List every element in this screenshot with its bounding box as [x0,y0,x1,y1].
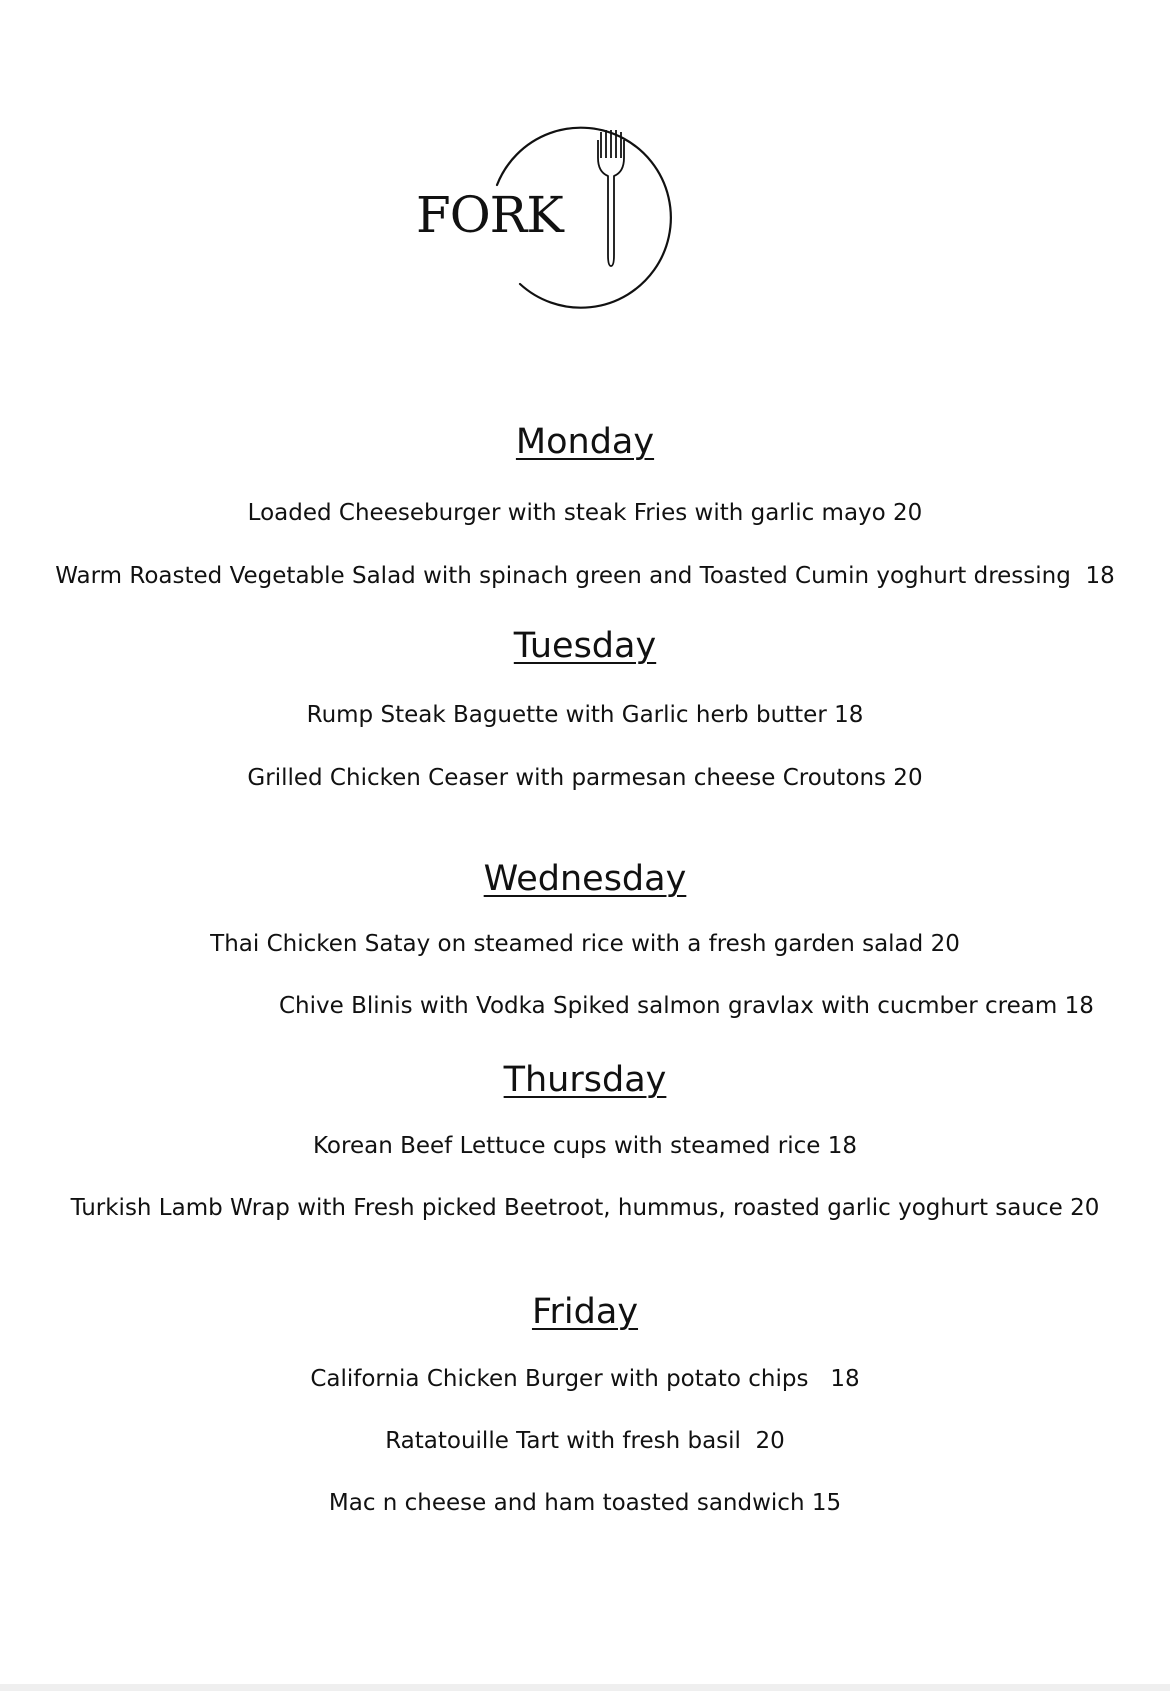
menu-item: Chive Blinis with Vodka Spiked salmon gravlax with cucmber cream 18 [279,993,1094,1019]
menu-item: Turkish Lamb Wrap with Fresh picked Beetroot, hummus, roasted garlic yoghurt sauce 20 [70,1195,1100,1221]
menu-item: Korean Beef Lettuce cups with steamed rice 18 [312,1133,857,1159]
menu-item: Grilled Chicken Ceaser with parmesan cheese Croutons 20 [247,765,923,791]
day-heading-monday: Monday [515,422,655,462]
logo-wordmark: FORK [416,186,563,244]
menu-item: Thai Chicken Satay on steamed rice with a fresh garden salad 20 [210,931,960,957]
menu-item: California Chicken Burger with potato chips 18 [310,1366,860,1392]
menu-item: Ratatouille Tart with fresh basil 20 [385,1428,785,1454]
fork-icon [598,130,624,266]
logo-graphic [416,110,710,310]
day-heading-friday: Friday [531,1292,639,1332]
menu-item: Warm Roasted Vegetable Salad with spinach green and Toasted Cumin yoghurt dressing 18 [55,563,1115,589]
day-heading-tuesday: Tuesday [513,626,657,666]
menu-item: Rump Steak Baguette with Garlic herb butter 18 [306,702,864,728]
fork-logo [416,110,710,310]
menu-item: Mac n cheese and ham toasted sandwich 15 [328,1490,842,1516]
day-heading-wednesday: Wednesday [483,859,687,899]
page-bottom-edge [0,1684,1170,1691]
menu-item: Loaded Cheeseburger with steak Fries with garlic mayo 20 [247,500,923,526]
day-heading-thursday: Thursday [503,1060,667,1100]
